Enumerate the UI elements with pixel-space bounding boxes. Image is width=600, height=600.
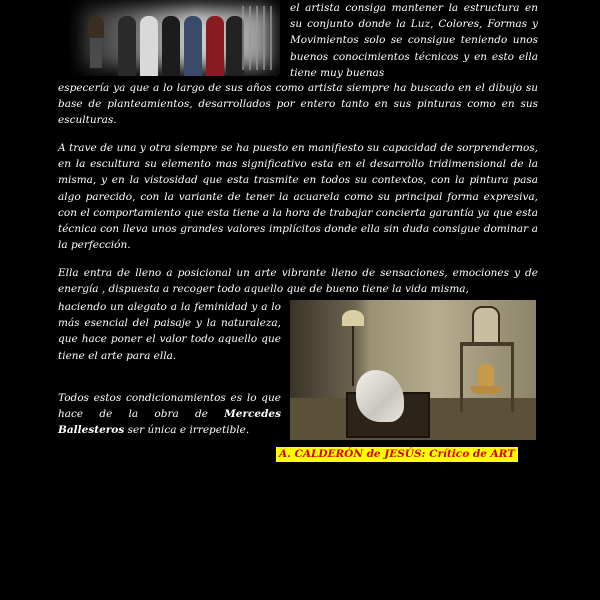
painting-mirror bbox=[472, 306, 500, 346]
paragraph-vibrant-art: Ella entra de lleno a posicional un arte vibrante lleno de sensaciones, emociones y de energía , dispuesta a recoger todo aquello que de bueno tiene la vida misma, bbox=[58, 267, 538, 296]
artist-group-photo bbox=[70, 0, 280, 76]
paragraph-drawing: especería ya que a lo largo de sus años como artista siempre ha buscado en el dibujo su base de planteamientos, desarrollados por entero tanto en sus pinturas como en sus esculturas. bbox=[58, 82, 538, 127]
painting-white-cloth bbox=[356, 370, 404, 422]
sculpture-bust bbox=[88, 16, 104, 38]
painting-lamp-stand bbox=[352, 326, 354, 386]
painting-jug bbox=[478, 364, 494, 388]
conclusion-text: Todos estos condicionamientos es lo que hace de la obra de bbox=[58, 392, 281, 421]
person-figure bbox=[206, 16, 224, 76]
artist-name: Mercedes Ballesteros bbox=[58, 408, 281, 437]
painting-lamp bbox=[342, 310, 364, 326]
painting-washstand-top bbox=[460, 342, 514, 346]
still-life-painting bbox=[290, 300, 536, 440]
paragraph-conclusion bbox=[58, 390, 281, 439]
critic-credit: A. CALDERÓN de JESÚS: Crítico de ART bbox=[276, 447, 518, 462]
stair-railing bbox=[242, 6, 272, 70]
painting-basin bbox=[470, 386, 502, 394]
paragraph-femininity: haciendo un alegato a la feminidad y a lo más esencial del paisaje y la naturaleza, que hace poner el valor todo aquello que tiene el arte para ella. bbox=[58, 301, 281, 362]
person-figure bbox=[118, 16, 136, 76]
person-figure bbox=[140, 16, 158, 76]
person-figure bbox=[162, 16, 180, 76]
paragraph-intro: el artista consiga mantener la estructura en su conjunto donde la Luz, Colores, Formas y Movimientos solo se consigue teniendo unos buenos conocimientos técnicos y en esto ella tiene muy buenas bbox=[290, 2, 538, 79]
paragraph-sculpture-painting: A trave de una y otra siempre se ha puesto en manifiesto su capacidad de sorprendernos, en la escultura su elemento mas significativo esta en el desarrollo tridimensional de la misma, y en la vistosidad que esta trasmite en todos su contextos, con la pintura pasa algo parecido, con la variante de tener la acuarela como su principal forma expresiva, con el comportamiento que esta tiene a la hora de trabajar concierta garantía ya que esta técnica con lleva unos grandes valores implícitos donde ella sin duda consigue dominar a la perfección. bbox=[58, 142, 538, 252]
sculpture-pedestal bbox=[90, 38, 102, 68]
person-figure bbox=[184, 16, 202, 76]
conclusion-end: ser única e irrepetible. bbox=[124, 424, 250, 437]
